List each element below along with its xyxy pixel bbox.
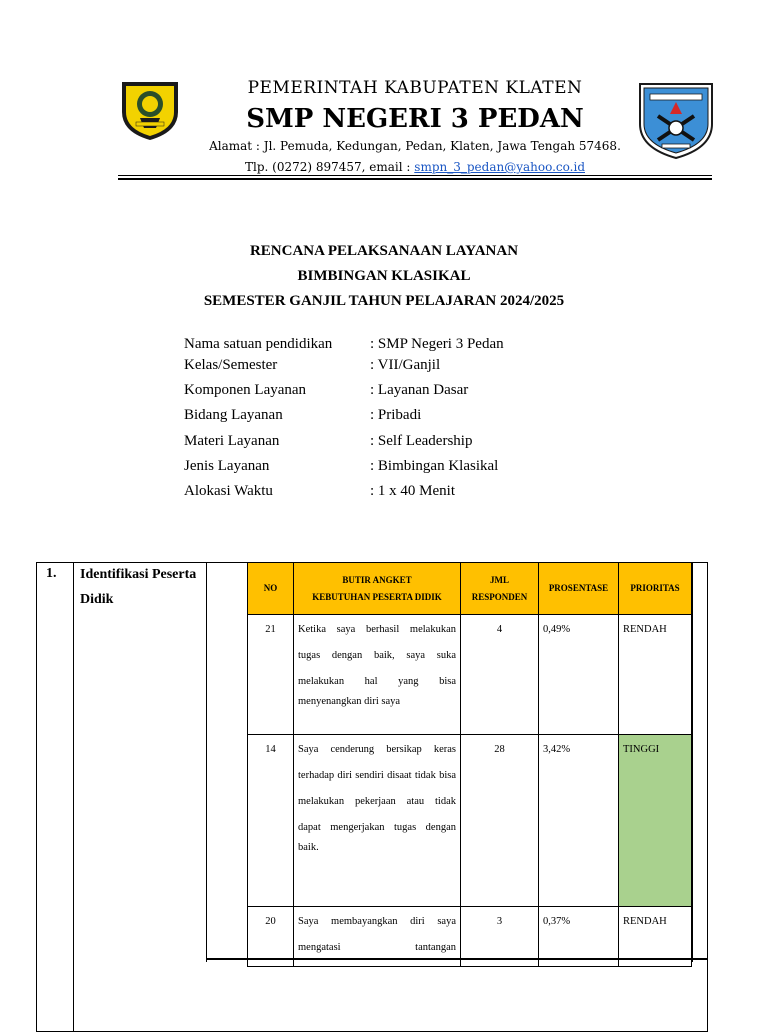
- row-respondents: 4: [461, 615, 539, 735]
- section-number: 1.: [46, 566, 57, 581]
- info-value: : 1 x 40 Menit: [370, 483, 455, 499]
- header-item: [294, 563, 461, 615]
- row-respondents: 3: [461, 907, 539, 967]
- school-name: SMP NEGERI 3 PEDAN: [246, 104, 584, 134]
- needs-survey-table: [247, 562, 692, 967]
- doc-title-line1: RENCANA PELAKSANAAN LAYANAN: [249, 243, 519, 259]
- info-value: : Self Leadership: [370, 433, 473, 449]
- phone-text: Tlp. (0272) 897457, email :: [244, 160, 415, 174]
- government-name: PEMERINTAH KABUPATEN KLATEN: [247, 78, 583, 98]
- school-emblem-icon: [636, 80, 716, 160]
- info-value: : VII/Ganjil: [370, 357, 441, 373]
- info-label: Bidang Layanan: [184, 407, 283, 423]
- row-item: [294, 615, 461, 735]
- school-contact: [0, 160, 768, 174]
- row-respondents: 28: [461, 735, 539, 907]
- info-value: : Bimbingan Klasikal: [370, 458, 499, 474]
- row-priority: RENDAH: [619, 615, 692, 735]
- row-item: [294, 735, 461, 907]
- info-label: Jenis Layanan: [184, 458, 270, 474]
- row-no: 14: [248, 735, 294, 907]
- row-item-text: Saya cenderung bersikap keras terhadap diri sendiri disaat tidak bisa melakukan pekerjaan atau tidak dapat mengerjakan tugas dengan: [298, 744, 456, 833]
- info-label: Materi Layanan: [184, 433, 280, 449]
- letterhead-divider-thick: [118, 178, 712, 180]
- row-item-text: Saya membayangkan diri saya mengatasi tantangan: [298, 916, 456, 953]
- row-item: [294, 907, 461, 967]
- section-number-cell: [36, 562, 74, 1032]
- section-inner-divider: [206, 562, 207, 962]
- letterhead-divider: [118, 175, 712, 176]
- row-priority: RENDAH: [619, 907, 692, 967]
- header-item-line2: KEBUTUHAN PESERTA DIDIK: [312, 591, 442, 602]
- doc-title-line3: SEMESTER GANJIL TAHUN PELAJARAN 2024/2025: [203, 293, 565, 309]
- row-percentage: 3,42%: [539, 735, 619, 907]
- header-respondents: [461, 563, 539, 615]
- row-item-last-line: menyenangkan diri saya: [298, 696, 401, 707]
- info-value: : SMP Negeri 3 Pedan: [370, 336, 504, 352]
- row-item-text: Ketika saya berhasil melakukan tugas dengan baik, saya suka melakukan hal yang bisa: [298, 624, 456, 687]
- section-title: Identifikasi Peserta Didik: [80, 567, 197, 607]
- info-label: Kelas/Semester: [184, 357, 278, 373]
- email-link[interactable]: smpn_3_pedan@yahoo.co.id: [414, 160, 585, 174]
- info-value: : Layanan Dasar: [370, 382, 469, 398]
- header-respondents-line1: JML: [490, 574, 509, 585]
- row-no: 21: [248, 615, 294, 735]
- school-address: Alamat : Jl. Pemuda, Kedungan, Pedan, Klaten, Jawa Tengah 57468.: [209, 139, 621, 153]
- doc-title-line2: BIMBINGAN KLASIKAL: [297, 268, 471, 284]
- table-header-row: [248, 563, 692, 615]
- info-label: Nama satuan pendidikan: [184, 336, 333, 352]
- table-row: [248, 735, 692, 907]
- row-no: 20: [248, 907, 294, 967]
- row-priority-high: TINGGI: [619, 735, 692, 907]
- info-label: Alokasi Waktu: [184, 483, 273, 499]
- letterhead: [0, 0, 768, 185]
- row-percentage: 0,37%: [539, 907, 619, 967]
- section-right-margin: [692, 562, 708, 962]
- info-value: : Pribadi: [370, 407, 422, 423]
- header-priority: PRIORITAS: [619, 563, 692, 615]
- row-item-last-line: baik.: [298, 842, 319, 853]
- info-label: Komponen Layanan: [184, 382, 307, 398]
- table-row: [248, 907, 692, 967]
- header-respondents-line2: RESPONDEN: [471, 591, 528, 602]
- header-item-line1: BUTIR ANGKET: [342, 574, 412, 585]
- row-percentage: 0,49%: [539, 615, 619, 735]
- table-row: [248, 615, 692, 735]
- header-percentage: PROSENTASE: [539, 563, 619, 615]
- header-no: NO: [248, 563, 294, 615]
